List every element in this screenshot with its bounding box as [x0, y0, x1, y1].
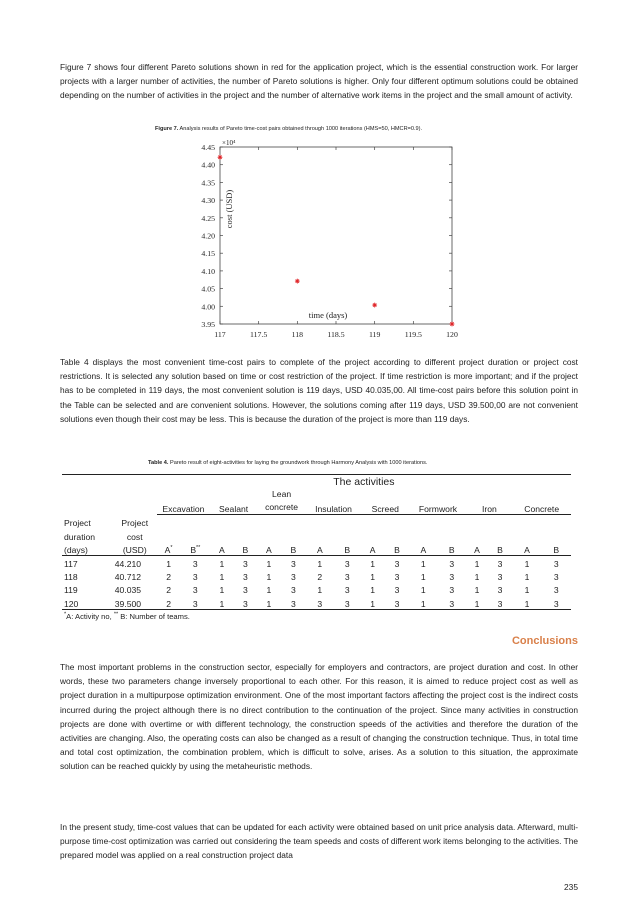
y-tick-label: 4.35 [201, 178, 215, 188]
table-subheader-row [62, 542, 571, 556]
row-duration: 118 [64, 572, 78, 583]
row-value: 3 [497, 558, 503, 569]
table-caption [148, 460, 427, 466]
subheader-b: B [334, 542, 361, 556]
activity-iron: Iron [481, 504, 497, 515]
table-activity-header-row [62, 488, 571, 515]
x-tick-label: 117.5 [250, 330, 268, 339]
subheader-a: A [466, 542, 487, 556]
row-value: 3 [281, 595, 306, 609]
group-header: The activities [157, 475, 571, 489]
row-value: 1 [512, 595, 541, 609]
y-tick-label: 4.25 [201, 213, 215, 223]
row-value: 1 [370, 572, 376, 583]
subheader-a: A [512, 542, 541, 556]
duration-header-2: duration [64, 531, 96, 542]
plot-frame [220, 147, 452, 324]
pareto-point [372, 303, 377, 308]
y-tick-label: 4.45 [201, 143, 215, 152]
table-row [62, 582, 571, 595]
table-discussion-paragraph: Table 4 displays the most convenient time-cost pairs to complete of the project according to different project duration or project cost restrictions. It is selected any solution based on time or cost restriction of the project. If time restriction is more important; and if the project has to be completed in 119 days, the most convenient solution is 119 days, USD 40.035,00. All time-cost pairs before this solution point in the Table can be selected and are convenient solutions. However, the solutions coming after 119 days, USD 39.500,00 are not convenient solutions even though their cost may be less. This is because the duration of the project is more than 119 days. [60, 357, 578, 424]
table-caption-label: Table 4. [148, 460, 169, 466]
row-duration: 117 [64, 558, 78, 569]
row-cost: 40.712 [114, 572, 142, 583]
row-value: 3 [242, 572, 248, 583]
table-row [62, 569, 571, 582]
row-value: 1 [266, 558, 272, 569]
subheader-a: A* [157, 542, 181, 556]
activity-concrete: Concrete [524, 504, 560, 515]
row-cost: 44.210 [114, 558, 142, 569]
table-header-line-2 [62, 528, 571, 541]
row-value: 3 [290, 572, 296, 583]
row-value: 3 [553, 558, 559, 569]
activity-lean-concrete: Lean concrete [265, 489, 299, 513]
table-caption-text: Pareto result of eight-activities for laying the groundwork through Harmony Analysis with 1000 iterations. [168, 460, 428, 466]
intro-paragraph: Figure 7 shows four different Pareto solutions shown in red for the application project, which is the essential construction work. For larger projects with a larger number of activities, the number of Pareto solutions is higher. Only four different optimum solutions could be obtained depending on the number of activities in the project and the number of alternative work items in the project and the small amount of activity. [60, 62, 578, 101]
row-value: 3 [192, 585, 198, 596]
conclusions-paragraph-1: The most important problems in the construction sector, especially for employers and contractors, are project duration and cost. In other words, these two parameters change inversely proportional to each other. For this reason, it is aimed to reduce project cost as well as project duration in a multipurpose optimization environment. One of the most important factors affecting the project cost is the indirect costs incurred during the project although there is no direct contribution to the continuation of the project. Since many activities in construction projects are done with overtime or with different technology, the construction speeds of the activities and therefore the duration of the activities are changing. Also, the operating costs can also be changed as a result of changing the construction technique. Thus, in total time and total cost optimization, the combination problem, which is difficult to solve, arises. As a solution to this situation, the approximate solution can be reached quickly by using the metaheuristic methods. [60, 662, 578, 772]
y-tick-label: 3.95 [201, 320, 215, 329]
y-tick-label: 4.15 [201, 249, 215, 259]
row-value: 1 [466, 595, 487, 609]
row-value: 3 [242, 585, 248, 596]
row-value: 3 [542, 595, 571, 609]
row-value: 2 [166, 572, 171, 583]
row-value: 1 [474, 585, 480, 596]
row-value: 1 [219, 572, 225, 583]
pareto-results-table [62, 474, 571, 610]
cost-header-1: Project [121, 518, 149, 529]
row-value: 3 [394, 558, 400, 569]
figure-caption-label: Figure 7. [155, 126, 179, 132]
row-value: 3 [306, 595, 333, 609]
duration-header-1: Project [64, 518, 91, 529]
y-tick-label: 4.20 [201, 231, 215, 241]
row-value: 3 [449, 558, 455, 569]
row-value: 1 [524, 585, 530, 596]
row-value: 1 [317, 558, 323, 569]
subheader-b: B [384, 542, 409, 556]
pareto-points [218, 155, 455, 327]
subheader-b: B [281, 542, 306, 556]
y-tick-label: 4.00 [201, 302, 215, 312]
subheader-a: A [257, 542, 281, 556]
row-value: 1 [370, 558, 376, 569]
row-value: 3 [449, 572, 455, 583]
row-value: 3 [192, 572, 198, 583]
row-value: 1 [420, 558, 426, 569]
x-axis-label: time (days) [308, 310, 348, 320]
row-value: 3 [334, 595, 361, 609]
row-value: 1 [474, 558, 480, 569]
y-tick-label: 4.40 [201, 160, 215, 170]
row-value: 1 [361, 595, 384, 609]
row-value: 1 [420, 585, 426, 596]
subheader-a: A [361, 542, 384, 556]
x-tick-label: 118 [291, 330, 304, 339]
table-row [62, 595, 571, 609]
activity-screed: Screed [371, 504, 399, 515]
pareto-point [450, 322, 455, 327]
row-value: 3 [290, 558, 296, 569]
row-value: 1 [266, 585, 272, 596]
subheader-b: B [488, 542, 513, 556]
y-tick-label: 4.05 [201, 284, 215, 294]
subheader-b: B [437, 542, 466, 556]
activity-formwork: Formwork [418, 504, 458, 515]
subheader-b: B [542, 542, 571, 556]
row-value: 1 [524, 558, 530, 569]
row-value: 3 [344, 572, 350, 583]
row-value: 2 [317, 572, 323, 583]
row-value: 1 [474, 572, 480, 583]
activity-excavation: Excavation [162, 504, 205, 515]
y-tick-label: 4.30 [201, 196, 215, 206]
duration-header-3: (days) [62, 542, 113, 556]
conclusions-paragraph-2: In the present study, time-cost values that can be updated for each activity were obtained based on unit price analysis data. Afterward, multi-purpose time-cost optimization was carried out considering the team speeds and costs of different work items belonging to the activities. The prepared model was applied on a real construction project data [60, 822, 578, 861]
y-axis-label: cost (USD) [224, 189, 234, 229]
pareto-point [295, 279, 300, 284]
row-duration: 119 [64, 585, 78, 596]
row-value: 3 [497, 585, 503, 596]
row-value: 1 [219, 585, 225, 596]
row-value: 3 [180, 595, 210, 609]
page-number: 235 [564, 882, 578, 892]
row-value: 1 [420, 572, 426, 583]
row-value: 1 [524, 572, 530, 583]
row-value: 1 [210, 595, 233, 609]
pareto-point [218, 155, 223, 160]
row-value: 3 [290, 585, 296, 596]
y-multiplier-label: ×10⁴ [222, 139, 236, 147]
row-value: 3 [384, 595, 409, 609]
row-value: 3 [242, 558, 248, 569]
row-value: 3 [192, 558, 198, 569]
row-value: 3 [234, 595, 257, 609]
subheader-b: B** [180, 542, 210, 556]
subheader-a: A [306, 542, 333, 556]
row-value: 1 [257, 595, 281, 609]
row-value: 1 [166, 558, 171, 569]
row-value: 3 [437, 595, 466, 609]
row-value: 1 [317, 585, 323, 596]
figure-caption [155, 126, 422, 132]
x-tick-label: 118.5 [327, 330, 345, 339]
row-value: 2 [166, 585, 171, 596]
table-group-header-row [62, 475, 571, 489]
x-tick-label: 117 [214, 330, 226, 339]
x-tick-label: 119 [368, 330, 381, 339]
row-duration: 120 [62, 595, 113, 609]
row-value: 2 [157, 595, 181, 609]
activity-insulation: Insulation [315, 504, 352, 515]
row-value: 3 [394, 572, 400, 583]
row-cost: 39.500 [113, 595, 157, 609]
figure-caption-text: Analysis results of Pareto time-cost pairs obtained through 1000 iterations (HMS=50, HMCR=0.9). [178, 126, 423, 132]
y-axis-ticks [201, 143, 452, 329]
row-value: 3 [344, 558, 350, 569]
activity-sealant: Sealant [219, 504, 249, 515]
subheader-a: A [210, 542, 233, 556]
row-value: 3 [553, 572, 559, 583]
cost-header-2: cost [126, 531, 143, 542]
x-tick-label: 119.5 [404, 330, 422, 339]
table-row [62, 555, 571, 569]
row-cost: 40.035 [114, 585, 142, 596]
row-value: 1 [219, 558, 225, 569]
row-value: 1 [266, 572, 272, 583]
section-heading-conclusions: Conclusions [511, 635, 578, 647]
x-tick-label: 120 [446, 330, 458, 339]
subheader-a: A [410, 542, 437, 556]
y-tick-label: 4.10 [201, 266, 215, 276]
row-value: 3 [394, 585, 400, 596]
row-value: 1 [410, 595, 437, 609]
row-value: 1 [370, 585, 376, 596]
table-footnote: *A: Activity no, ** B: Number of teams. [64, 611, 190, 621]
row-value: 3 [497, 572, 503, 583]
cost-header-3: (USD) [113, 542, 157, 556]
row-value: 3 [553, 585, 559, 596]
row-value: 3 [344, 585, 350, 596]
row-value: 3 [488, 595, 513, 609]
table-header-line-1 [62, 515, 571, 529]
row-value: 3 [449, 585, 455, 596]
subheader-b: B [234, 542, 257, 556]
pareto-scatter-chart [180, 137, 470, 349]
